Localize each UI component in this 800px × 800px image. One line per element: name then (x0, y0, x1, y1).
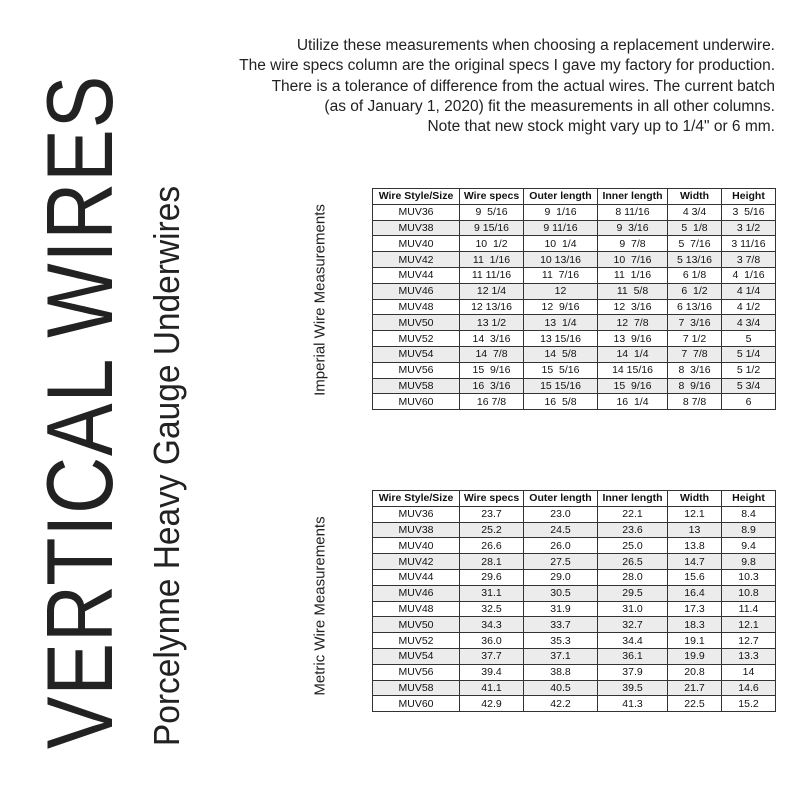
measurement-cell: 19.1 (668, 633, 722, 649)
measurement-cell: 34.3 (460, 617, 524, 633)
measurement-cell: 4 1/4 (722, 283, 776, 299)
wire-style-cell: MUV60 (373, 696, 460, 712)
intro-paragraph (239, 36, 775, 137)
measurement-cell: 4 1/2 (722, 299, 776, 315)
measurement-cell: 28.0 (598, 569, 668, 585)
measurement-cell: 29.6 (460, 569, 524, 585)
measurement-cell: 3 5/16 (722, 204, 776, 220)
measurement-cell: 16.4 (668, 585, 722, 601)
wire-style-cell: MUV44 (373, 569, 460, 585)
column-header: Height (722, 491, 776, 507)
measurement-cell: 22.5 (668, 696, 722, 712)
measurement-cell: 3 1/2 (722, 220, 776, 236)
measurement-cell: 16 7/8 (460, 394, 524, 410)
measurement-cell: 29.0 (524, 569, 598, 585)
column-header: Width (668, 491, 722, 507)
wire-style-cell: MUV46 (373, 585, 460, 601)
measurement-cell: 22.1 (598, 506, 668, 522)
measurement-cell: 14.6 (722, 680, 776, 696)
measurement-cell: 31.0 (598, 601, 668, 617)
column-header: Width (668, 189, 722, 205)
measurement-cell: 11 1/16 (598, 267, 668, 283)
measurement-cell: 12.1 (668, 506, 722, 522)
table-row (373, 585, 776, 601)
measurement-cell: 32.7 (598, 617, 668, 633)
wire-style-cell: MUV40 (373, 236, 460, 252)
measurement-cell: 6 13/16 (668, 299, 722, 315)
measurement-cell: 14 3/16 (460, 331, 524, 347)
measurement-cell: 36.1 (598, 648, 668, 664)
wire-style-cell: MUV54 (373, 346, 460, 362)
measurement-cell: 39.4 (460, 664, 524, 680)
measurement-cell: 12 (524, 283, 598, 299)
measurement-cell: 6 (722, 394, 776, 410)
table-row (373, 346, 776, 362)
column-header: Height (722, 189, 776, 205)
measurement-cell: 10 13/16 (524, 252, 598, 268)
column-header: Outer length (524, 189, 598, 205)
measurement-cell: 12 7/8 (598, 315, 668, 331)
table-row (373, 378, 776, 394)
wire-style-cell: MUV56 (373, 362, 460, 378)
column-header: Outer length (524, 491, 598, 507)
measurement-cell: 15 9/16 (460, 362, 524, 378)
measurement-cell: 13 9/16 (598, 331, 668, 347)
measurement-cell: 14 1/4 (598, 346, 668, 362)
measurement-cell: 14 5/8 (524, 346, 598, 362)
table-row (373, 220, 776, 236)
measurement-cell: 12 3/16 (598, 299, 668, 315)
table-row (373, 538, 776, 554)
measurement-cell: 23.0 (524, 506, 598, 522)
measurement-cell: 21.7 (668, 680, 722, 696)
table-row (373, 680, 776, 696)
measurement-cell: 15.2 (722, 696, 776, 712)
measurement-cell: 8 3/16 (668, 362, 722, 378)
measurement-cell: 26.0 (524, 538, 598, 554)
measurement-cell: 41.3 (598, 696, 668, 712)
measurement-cell: 10 1/2 (460, 236, 524, 252)
measurement-cell: 8.4 (722, 506, 776, 522)
measurement-cell: 38.8 (524, 664, 598, 680)
measurement-cell: 40.5 (524, 680, 598, 696)
imperial-section-label: Imperial Wire Measurements (311, 204, 329, 396)
measurement-cell: 8 11/16 (598, 204, 668, 220)
wire-style-cell: MUV56 (373, 664, 460, 680)
measurement-cell: 11.4 (722, 601, 776, 617)
measurement-cell: 8 7/8 (668, 394, 722, 410)
measurement-cell: 9 1/16 (524, 204, 598, 220)
measurement-cell: 26.5 (598, 554, 668, 570)
measurement-cell: 41.1 (460, 680, 524, 696)
wire-style-cell: MUV50 (373, 617, 460, 633)
measurement-cell: 11 1/16 (460, 252, 524, 268)
table-row (373, 204, 776, 220)
wire-style-cell: MUV58 (373, 378, 460, 394)
table-row (373, 394, 776, 410)
wire-style-cell: MUV52 (373, 331, 460, 347)
measurement-cell: 5 13/16 (668, 252, 722, 268)
measurement-cell: 9 5/16 (460, 204, 524, 220)
metric-section-label: Metric Wire Measurements (311, 516, 329, 696)
measurement-cell: 16 3/16 (460, 378, 524, 394)
measurement-cell: 5 1/8 (668, 220, 722, 236)
measurement-cell: 5 3/4 (722, 378, 776, 394)
table-row (373, 283, 776, 299)
column-header: Wire specs (460, 189, 524, 205)
measurement-cell: 13 15/16 (524, 331, 598, 347)
measurement-cell: 14.7 (668, 554, 722, 570)
measurement-cell: 26.6 (460, 538, 524, 554)
measurement-cell: 14 (722, 664, 776, 680)
measurement-cell: 5 1/2 (722, 362, 776, 378)
measurement-cell: 10 7/16 (598, 252, 668, 268)
measurement-cell: 7 7/8 (668, 346, 722, 362)
measurement-cell: 13.8 (668, 538, 722, 554)
measurement-cell: 30.5 (524, 585, 598, 601)
table-row (373, 315, 776, 331)
metric-measurements-table (372, 490, 776, 712)
table-row (373, 506, 776, 522)
table-row (373, 362, 776, 378)
table-row (373, 648, 776, 664)
measurement-cell: 32.5 (460, 601, 524, 617)
measurement-cell: 5 1/4 (722, 346, 776, 362)
measurement-cell: 19.9 (668, 648, 722, 664)
measurement-cell: 7 1/2 (668, 331, 722, 347)
wire-style-cell: MUV38 (373, 220, 460, 236)
measurement-cell: 9 3/16 (598, 220, 668, 236)
measurement-cell: 18.3 (668, 617, 722, 633)
measurement-cell: 17.3 (668, 601, 722, 617)
intro-line: Utilize these measurements when choosing a replacement underwire. (296, 37, 775, 54)
measurement-cell: 37.7 (460, 648, 524, 664)
table-row (373, 299, 776, 315)
wire-style-cell: MUV58 (373, 680, 460, 696)
measurement-cell: 4 1/16 (722, 267, 776, 283)
wire-style-cell: MUV44 (373, 267, 460, 283)
measurement-cell: 12.7 (722, 633, 776, 649)
measurement-cell: 9.4 (722, 538, 776, 554)
table-header-row (373, 491, 776, 507)
wire-style-cell: MUV54 (373, 648, 460, 664)
intro-line: There is a tolerance of difference from the actual wires. The current batch (271, 77, 775, 95)
column-header: Wire Style/Size (373, 189, 460, 205)
measurement-cell: 5 7/16 (668, 236, 722, 252)
wire-style-cell: MUV40 (373, 538, 460, 554)
page-subtitle: Porcelynne Heavy Gauge Underwires (146, 185, 187, 747)
table-header-row (373, 189, 776, 205)
measurement-cell: 27.5 (524, 554, 598, 570)
table-row (373, 252, 776, 268)
column-header: Inner length (598, 189, 668, 205)
table-row (373, 617, 776, 633)
wire-style-cell: MUV48 (373, 299, 460, 315)
imperial-measurements-table (372, 188, 776, 410)
wire-style-cell: MUV42 (373, 554, 460, 570)
measurement-cell: 12.1 (722, 617, 776, 633)
column-header: Inner length (598, 491, 668, 507)
measurement-cell: 5 (722, 331, 776, 347)
measurement-cell: 37.9 (598, 664, 668, 680)
measurement-cell: 16 5/8 (524, 394, 598, 410)
measurement-cell: 14 15/16 (598, 362, 668, 378)
measurement-cell: 42.2 (524, 696, 598, 712)
table-row (373, 554, 776, 570)
measurement-cell: 10 1/4 (524, 236, 598, 252)
wire-style-cell: MUV38 (373, 522, 460, 538)
page-title: VERTICAL WIRES (27, 74, 132, 750)
measurement-cell: 25.2 (460, 522, 524, 538)
measurement-cell: 15.6 (668, 569, 722, 585)
measurement-cell: 6 1/2 (668, 283, 722, 299)
measurement-cell: 31.1 (460, 585, 524, 601)
measurement-cell: 13.3 (722, 648, 776, 664)
table-row (373, 522, 776, 538)
measurement-cell: 10.3 (722, 569, 776, 585)
measurement-cell: 9.8 (722, 554, 776, 570)
wire-style-cell: MUV50 (373, 315, 460, 331)
table-row (373, 696, 776, 712)
measurement-cell: 31.9 (524, 601, 598, 617)
wire-style-cell: MUV42 (373, 252, 460, 268)
table-row (373, 633, 776, 649)
wire-style-cell: MUV52 (373, 633, 460, 649)
intro-line: (as of January 1, 2020) fit the measurements in all other columns. (324, 97, 775, 115)
measurement-cell: 9 7/8 (598, 236, 668, 252)
measurement-cell: 11 11/16 (460, 267, 524, 283)
table-row (373, 569, 776, 585)
measurement-cell: 15 15/16 (524, 378, 598, 394)
measurement-cell: 4 3/4 (668, 204, 722, 220)
intro-line: The wire specs column are the original specs I gave my factory for production. (239, 57, 775, 75)
measurement-cell: 13 1/4 (524, 315, 598, 331)
table-row (373, 664, 776, 680)
intro-line: Note that new stock might vary up to 1/4" or 6 mm. (427, 118, 775, 136)
measurement-cell: 36.0 (460, 633, 524, 649)
column-header: Wire Style/Size (373, 491, 460, 507)
measurement-cell: 9 11/16 (524, 220, 598, 236)
wire-style-cell: MUV46 (373, 283, 460, 299)
measurement-cell: 12 1/4 (460, 283, 524, 299)
measurement-cell: 3 11/16 (722, 236, 776, 252)
measurement-cell: 13 1/2 (460, 315, 524, 331)
measurement-cell: 4 3/4 (722, 315, 776, 331)
measurement-cell: 20.8 (668, 664, 722, 680)
table-row (373, 331, 776, 347)
measurement-cell: 29.5 (598, 585, 668, 601)
measurement-cell: 25.0 (598, 538, 668, 554)
measurement-cell: 28.1 (460, 554, 524, 570)
measurement-cell: 15 5/16 (524, 362, 598, 378)
measurement-cell: 24.5 (524, 522, 598, 538)
measurement-cell: 11 7/16 (524, 267, 598, 283)
measurement-cell: 3 7/8 (722, 252, 776, 268)
measurement-cell: 42.9 (460, 696, 524, 712)
measurement-cell: 8.9 (722, 522, 776, 538)
wire-style-cell: MUV60 (373, 394, 460, 410)
table-row (373, 236, 776, 252)
measurement-cell: 7 3/16 (668, 315, 722, 331)
measurement-cell: 11 5/8 (598, 283, 668, 299)
measurement-cell: 23.7 (460, 506, 524, 522)
measurement-cell: 34.4 (598, 633, 668, 649)
measurement-cell: 23.6 (598, 522, 668, 538)
wire-style-cell: MUV48 (373, 601, 460, 617)
table-row (373, 267, 776, 283)
measurement-cell: 12 9/16 (524, 299, 598, 315)
measurement-cell: 33.7 (524, 617, 598, 633)
measurement-cell: 12 13/16 (460, 299, 524, 315)
measurement-cell: 14 7/8 (460, 346, 524, 362)
measurement-cell: 13 (668, 522, 722, 538)
table-row (373, 601, 776, 617)
column-header: Wire specs (460, 491, 524, 507)
measurement-cell: 6 1/8 (668, 267, 722, 283)
measurement-cell: 35.3 (524, 633, 598, 649)
wire-style-cell: MUV36 (373, 204, 460, 220)
measurement-cell: 16 1/4 (598, 394, 668, 410)
measurement-cell: 9 15/16 (460, 220, 524, 236)
wire-style-cell: MUV36 (373, 506, 460, 522)
measurement-cell: 39.5 (598, 680, 668, 696)
measurement-cell: 15 9/16 (598, 378, 668, 394)
measurement-cell: 8 9/16 (668, 378, 722, 394)
measurement-cell: 37.1 (524, 648, 598, 664)
measurement-cell: 10.8 (722, 585, 776, 601)
